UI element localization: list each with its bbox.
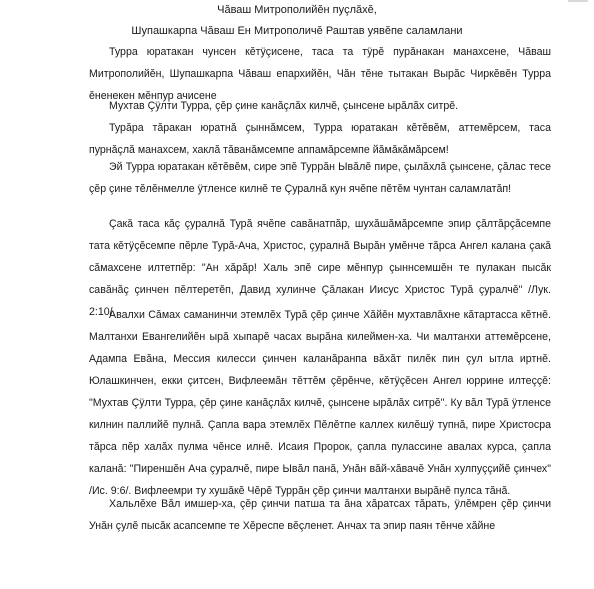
heading-line-1: Чăваш Митрополийĕн пуçлăхĕ, bbox=[217, 4, 377, 16]
paragraph-salutation: Турăра тăракан юратнă çыннăмсем, Турра юратакан кĕтĕвĕм, аттемĕрсем, таса пурнăçлă манахсем, хаклă тăванăмсемпе аппамăрсемпе йăмăкăмăрсем! bbox=[89, 122, 551, 156]
heading-line-2: Шупашкарпа Чăваш Ен Митрополичĕ Раштав уявĕпе саламлани bbox=[131, 25, 463, 37]
paragraph-christmas-joy: Çакă таса кăç çуралнă Турă ячĕпе савăнатпăр, шухăшăмăрсемпе эпир çăлтăрçăсемпе тата кĕтÿçĕсемпе пĕрле Турă-Ача, Христос, çуралнă Вырăн умĕнче тăрса Ангел калана çакă сăмахсене илтетпĕр: "Ан хăрăр! Халь эпĕ сире мĕнпур çыннсемшĕн те пулакан пысăк савăнăç çинчен пĕлтеретĕп, Давид хулинче Çăлакан Иисус Христос Турă çуралчĕ" /Лук. 2:10/. bbox=[89, 218, 551, 318]
paragraph-greeting: Мухтав Çÿлти Турра, çĕр çине канăçлăх килчĕ, çынсене ырăлăх ситрĕ. bbox=[109, 100, 459, 112]
paragraph-closing: Хальлĕхе Вăл имшер-ха, çĕр çинчи патша та ăна хăратсах тăрать, ÿлĕмрен çĕр çинчи Унăн çулĕ пысăк асапсемпе те Хĕреспе вĕçленет. Анчах та эпир паян тĕнче хăйне bbox=[89, 498, 551, 532]
paragraph-old-testament: Авалхи Сăмах саманинчи этемлĕх Турă çĕр çинче Хăйĕн мухтавлăхне кăтартасса кĕтнĕ. Малтанхи Евангелийĕн ырă хыпарĕ часах вырăна килеймен-ха. Чи малтанхи аттемĕрсене, Адампа Евăна, Мессия килесси çинчен каланăранпа вăхăт пилĕк пин çул ытла иртнĕ. Юлашкинчен, екки çитсен, Вифлеемăн тĕттĕм çĕрĕнче, кĕтÿçĕсен Ангел юррине илтеççĕ: "Мухтав Çÿлти Турра, çĕр çине канăçлăх килчĕ, çынсене ырăлăх ситрĕ". Ку вăл Турă ÿтленсе килнин паллийĕ пулнă. Çапла вара этемлĕх Пĕлĕтпе каллех килĕшÿ тупнă, пире Христосра тăрса пĕр халăх пулма чĕнсе илнĕ. Исаия Пророк, çапла пулассине авалах курса, çапла каланă: "Пиреншĕн Ача çуралчĕ, пире Ывăл панă, Унăн вăй-хăвачĕ Унăн хулпуççийĕ çинчех" /Ис. 9:6/. Вифлеемри ту хушăкĕ Чĕрĕ Туррăн çĕр çинчи малтанхи вырăнĕ пулса тăнă. bbox=[89, 309, 551, 497]
scan-edge-mark bbox=[568, 0, 588, 2]
paragraph-address: Турра юратакан чунсен кĕтÿçисене, таса та тÿрĕ пурăнакан манахсене, Чăваш Митрополийĕн, Шупашкарпа Чăваш епархийĕн, Чăн тĕне тытакан Вырăс Чиркĕвĕн Турра ĕненекен мĕнпур ачисене bbox=[89, 46, 551, 102]
paragraph-congratulation: Эй Турра юратакан кĕтĕвĕм, сире эпĕ Туррăн Ывăлĕ пире, çылăхлă çынсене, çăлас тесе çĕр çине тĕлĕнмелле ÿтленсе килнĕ те Çуралнă кун ячĕпе пĕтĕм чунтан саламлатăп! bbox=[89, 161, 551, 195]
